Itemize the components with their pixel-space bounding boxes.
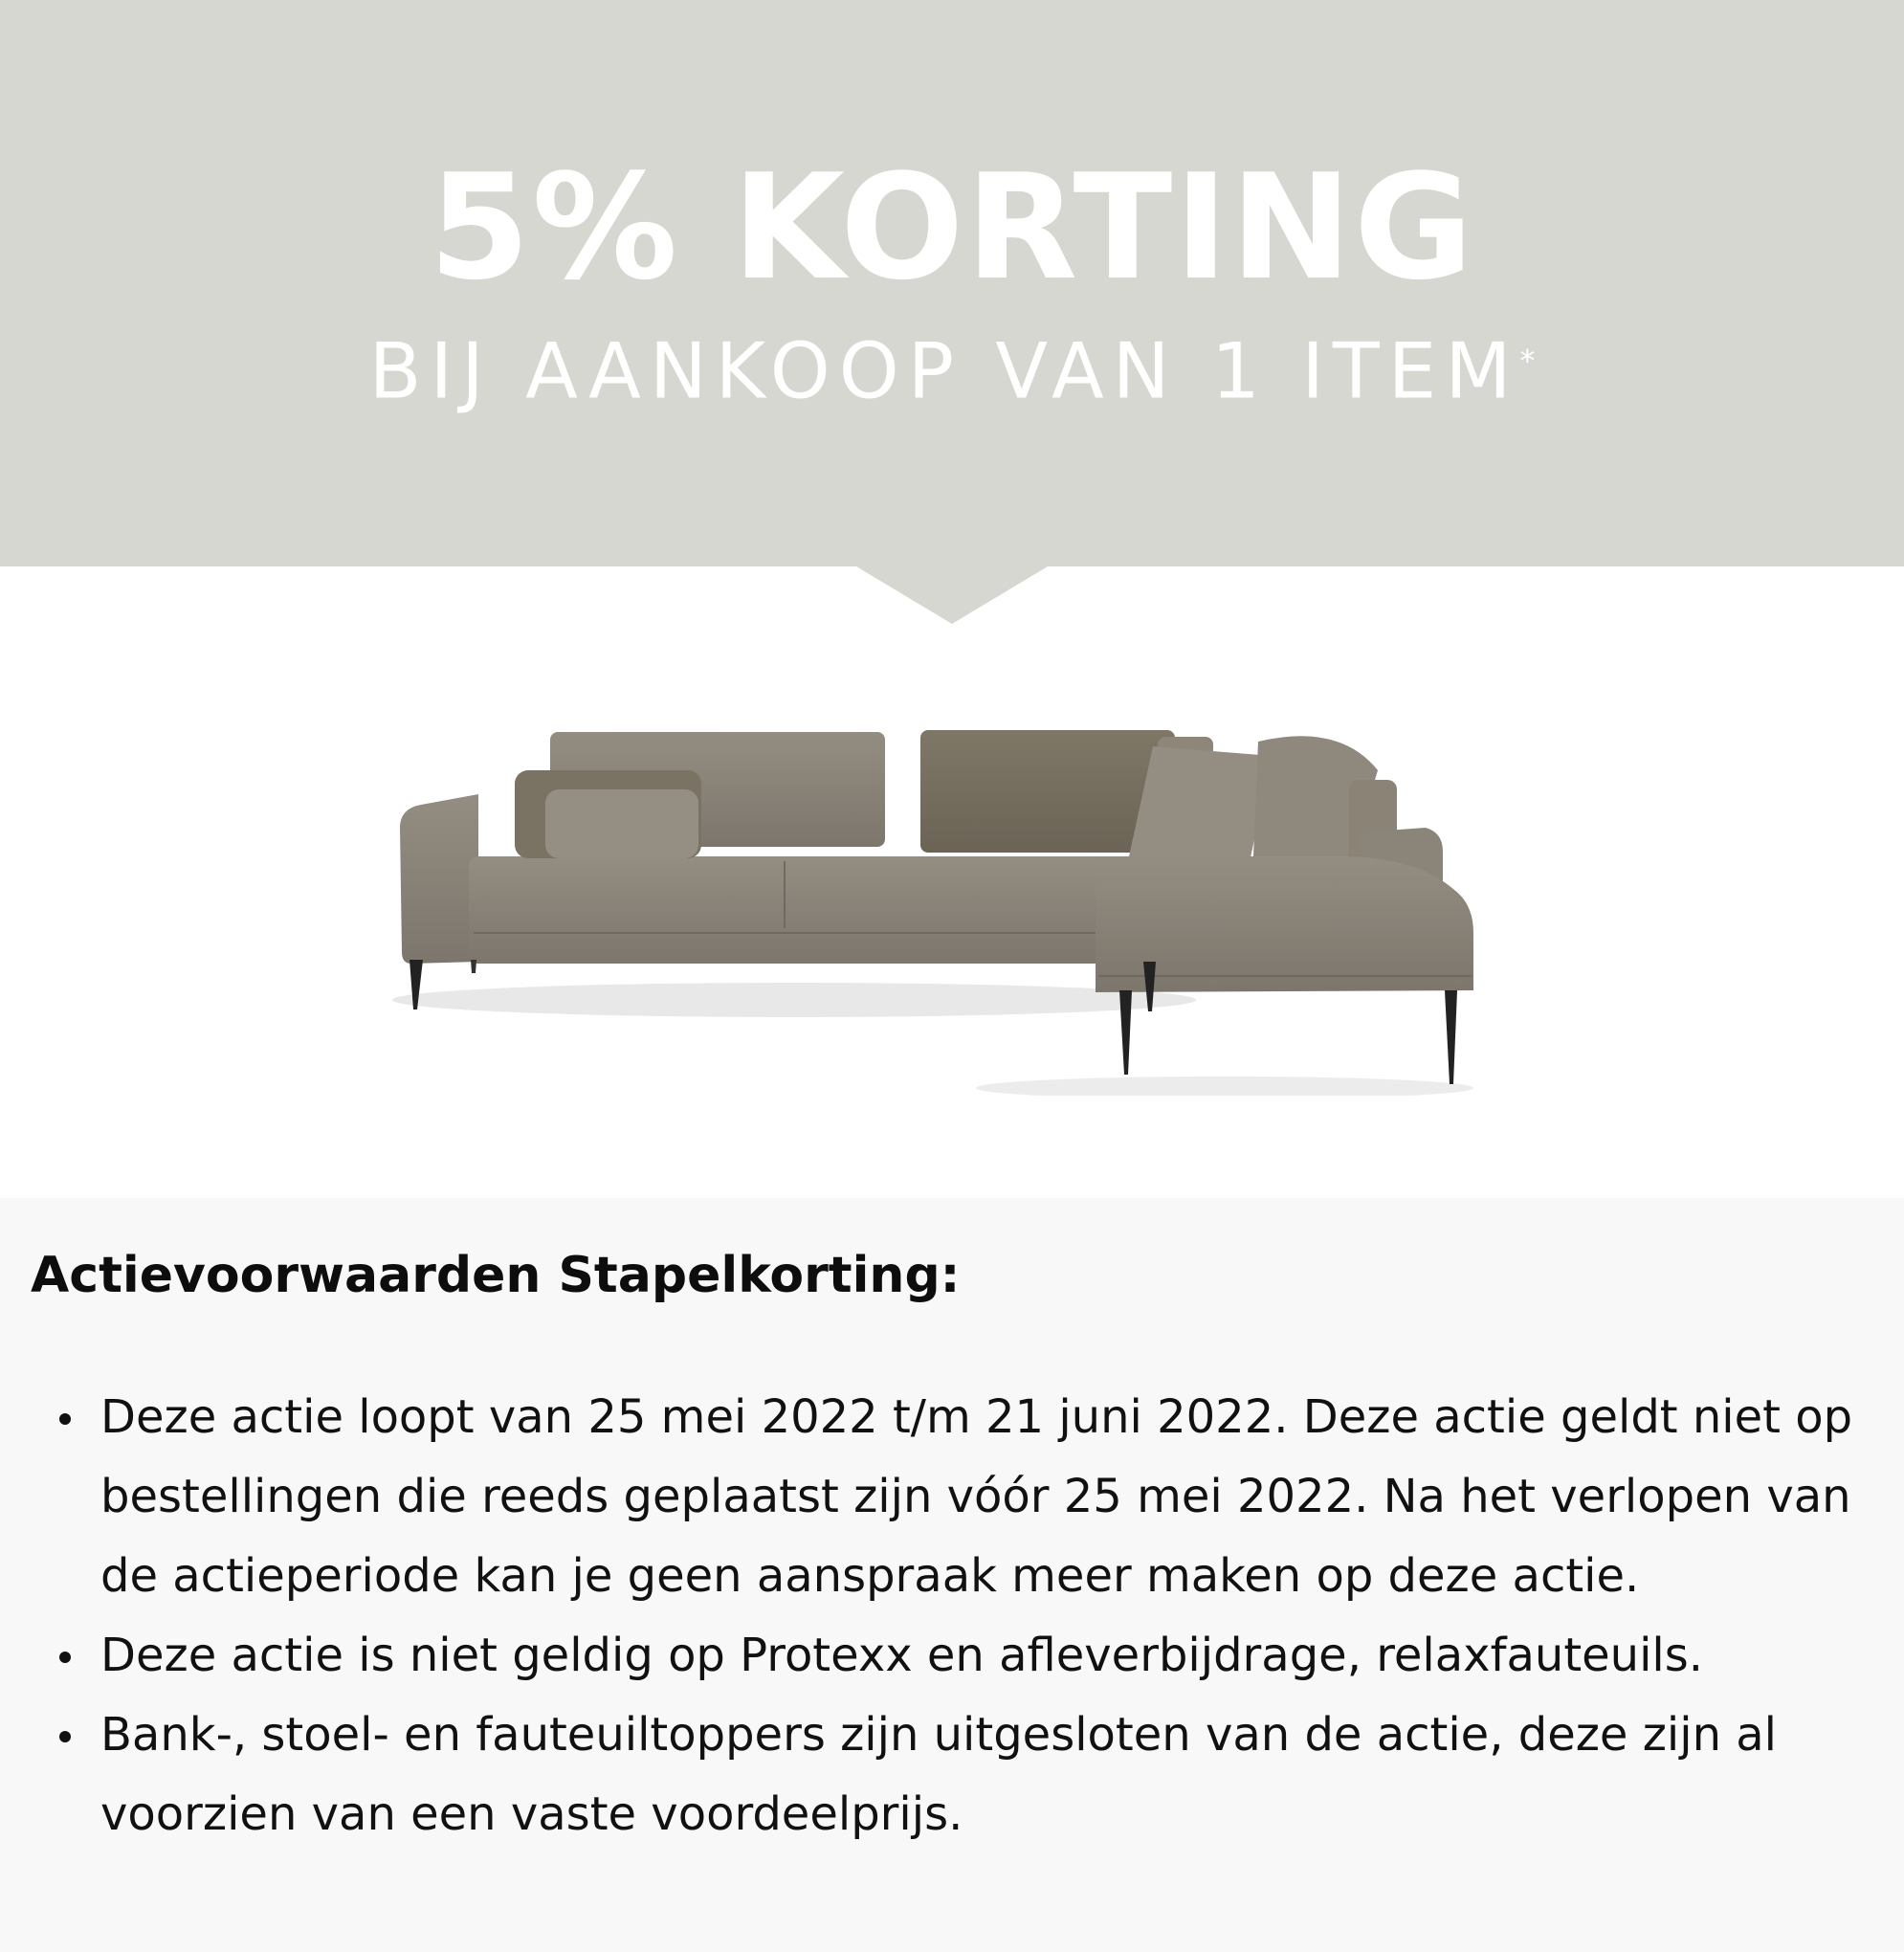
terms-list — [100, 1378, 1880, 1854]
promo-subtitle-text: BIJ AANKOOP VAN 1 ITEM — [368, 326, 1520, 416]
promo-footnote-marker: * — [1519, 343, 1536, 379]
promo-subtitle — [0, 318, 1904, 415]
terms-item-text: Deze actie is niet geldig op Protexx en afleverbijdrage, relaxfauteuils. — [100, 1629, 1704, 1682]
terms-item-text: Bank-, stoel- en fauteuiltoppers zijn uitgesloten van de actie, deze zijn al voorzien van een vaste voordeelprijs. — [100, 1708, 1777, 1841]
banner-pointer-notch — [856, 566, 1048, 624]
list-item — [100, 1378, 1880, 1616]
list-item — [100, 1616, 1880, 1696]
bullet-icon — [59, 1413, 71, 1425]
promo-title: 5% KORTING — [429, 143, 1475, 312]
promo-banner — [0, 0, 1904, 566]
bullet-icon — [59, 1731, 71, 1742]
bullet-icon — [59, 1652, 71, 1663]
list-item — [100, 1696, 1880, 1854]
terms-heading: Actievoorwaarden Stapelkorting: — [31, 1247, 961, 1304]
corner-sofa-icon — [383, 713, 1502, 1096]
terms-item-text: Deze actie loopt van 25 mei 2022 t/m 21 juni 2022. Deze actie geldt niet op bestellingen die reeds geplaatst zijn vóór 25 mei 2022. Na het verlopen van de actieperiode kan je geen aanspraak meer maken op deze actie. — [100, 1390, 1853, 1603]
